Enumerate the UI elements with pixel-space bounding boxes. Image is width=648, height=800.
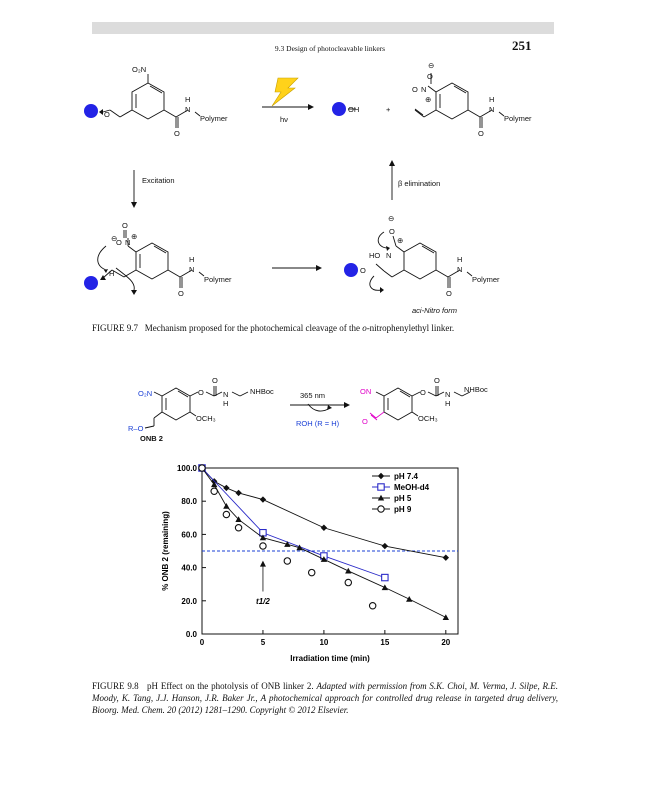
legend-label-ph-9: pH 9: [394, 505, 412, 514]
data-point-ph-5: [443, 614, 449, 620]
y-axis-label: % ONB 2 (remaining): [161, 511, 170, 591]
y-tick-label: 60.0: [181, 530, 197, 540]
data-point-ph-5: [345, 568, 351, 574]
label-o-n: O: [412, 85, 418, 94]
onb-och3: OCH₃: [196, 414, 216, 423]
caption-label: FIGURE 9.7: [92, 323, 139, 333]
onb-h: H: [223, 399, 229, 408]
x-tick-label: 0: [199, 638, 205, 647]
label-ho: HO: [369, 251, 381, 260]
label-polymer-1: Polymer: [200, 114, 228, 123]
x-axis-label: Irradiation time (min): [290, 654, 370, 663]
label-beta-elimination: β elimination: [398, 179, 441, 188]
label-plus-top: ⊕: [425, 95, 432, 104]
data-point-ph-7-4: [235, 490, 241, 496]
caption-credit: Adapted with permission from S.K. Choi, M. Verma, J. Silpe, R.E. Moody, K. Tang, J.J. Hanson, J.R. Baker Jr., A photochemical approach for controlled drug release in targeted drug delivery, Bioorg. Med. Chem. 20 (2012) 1281–1290. Copyright © 2012 Elsevier.: [92, 681, 559, 715]
data-point-ph-7-4: [260, 496, 266, 502]
data-point-ph-9: [369, 603, 375, 609]
data-point-ph-5: [382, 584, 388, 590]
label-polymer-3: Polymer: [204, 275, 232, 284]
legend-marker-ph-7-4: [378, 473, 384, 479]
label-o-4: O: [116, 238, 122, 247]
legend-label-ph-7-4: pH 7.4: [394, 472, 419, 481]
prod-h: H: [445, 399, 451, 408]
label-n-4: N: [189, 265, 195, 274]
label-o-top: O: [427, 72, 433, 81]
x-tick-label: 10: [319, 638, 329, 647]
label-plus: +: [386, 105, 391, 114]
prod-o-carbonyl: O: [434, 376, 440, 385]
onb-o-ether: O: [198, 388, 204, 397]
label-polymer-2: Polymer: [504, 114, 532, 123]
y-tick-label: 0.0: [185, 630, 197, 639]
label-o-3: O: [122, 221, 128, 230]
y-tick-label: 80.0: [181, 497, 197, 507]
legend-label-ph-5: pH 5: [394, 494, 412, 503]
prod-och3: OCH₃: [418, 414, 438, 423]
caption-text-end: -nitrophenylethyl linker.: [366, 323, 455, 333]
onb-nhboc: NHBoc: [250, 387, 274, 396]
label-h-atom: H: [109, 269, 115, 278]
onb-no2: O₂N: [138, 389, 153, 398]
label-excitation: Excitation: [142, 176, 175, 185]
data-point-ph-9: [235, 525, 241, 531]
label-oh: OH: [348, 105, 360, 114]
label-n: N: [185, 105, 191, 114]
wavelength-label: 365 nm: [300, 391, 326, 400]
label-no2: O₂N: [132, 65, 147, 74]
legend-label-meoh-d4: MeOH-d4: [394, 483, 430, 492]
data-point-ph-9: [260, 543, 266, 549]
label-o-6: O: [389, 227, 395, 236]
x-tick-label: 5: [260, 638, 266, 647]
figure-9-8-caption: [92, 680, 558, 716]
legend-marker-ph-9: [378, 506, 384, 512]
label-minus-4: ⊖: [388, 214, 395, 223]
data-point-ph-9: [223, 511, 229, 517]
data-point-ph-7-4: [223, 485, 229, 491]
data-point-ph-5: [406, 596, 412, 602]
label-minus-top: ⊖: [428, 61, 435, 70]
label-minus-3: ⊖: [111, 234, 118, 243]
half-life-annotation: t1/2: [256, 597, 270, 607]
data-point-ph-5: [223, 503, 229, 509]
data-point-ph-9: [199, 465, 205, 471]
label-o-1: O: [174, 129, 180, 138]
label-hv: hν: [280, 115, 288, 124]
label-h-2: H: [489, 95, 495, 104]
running-head: 9.3 Design of photocleavable linkers: [274, 44, 386, 53]
label-n-nitroso: N: [421, 85, 427, 94]
label-plus-3: ⊕: [131, 232, 138, 241]
data-point-ph-7-4: [443, 554, 449, 560]
onb-o-carbonyl: O: [212, 376, 218, 385]
label-n-2: N: [489, 105, 495, 114]
y-tick-label: 100.0: [176, 464, 197, 473]
data-point-meoh-d4: [382, 574, 388, 580]
label-o-8: O: [446, 289, 452, 298]
label-o-7: O: [360, 266, 366, 275]
data-point-ph-9: [211, 488, 217, 494]
conditions-label: ROH (R = H): [296, 419, 340, 428]
label-polymer-4: Polymer: [472, 275, 500, 284]
page-number: 251: [512, 38, 532, 53]
legend-marker-meoh-d4: [378, 484, 384, 490]
prod-nhboc: NHBoc: [464, 385, 488, 394]
label-n-6: N: [457, 265, 463, 274]
series-line-meoh-d4: [202, 468, 385, 578]
onb-n: N: [223, 390, 229, 399]
prod-o-aldehyde: O: [362, 417, 368, 426]
data-point-ph-7-4: [321, 525, 327, 531]
y-tick-label: 40.0: [181, 563, 197, 573]
x-tick-label: 20: [441, 638, 451, 647]
label-o-5: O: [178, 289, 184, 298]
data-point-ph-9: [309, 569, 315, 575]
prod-o-ether: O: [420, 388, 426, 397]
data-point-ph-9: [345, 579, 351, 585]
x-tick-label: 15: [380, 638, 390, 647]
chart-axes: [161, 464, 458, 663]
data-point-ph-7-4: [382, 543, 388, 549]
data-point-ph-9: [284, 558, 290, 564]
caption-text-98: pH Effect on the photolysis of ONB linker 2.: [147, 681, 314, 691]
label-h-3: H: [189, 255, 195, 264]
y-tick-label: 20.0: [181, 596, 197, 606]
label-n-3: N: [125, 238, 131, 247]
label-h: H: [185, 95, 191, 104]
caption-text: Mechanism proposed for the photochemical cleavage of the: [144, 323, 363, 333]
label-o-ether: O: [104, 110, 110, 119]
label-plus-4: ⊕: [397, 236, 404, 245]
onb-label: ONB 2: [140, 434, 163, 443]
half-life-arrowhead: [260, 561, 266, 567]
label-aci-nitro: aci-Nitro form: [412, 306, 458, 315]
prod-on: ON: [360, 387, 372, 396]
caption-italic: o: [362, 323, 367, 333]
caption-label-98: FIGURE 9.8: [92, 681, 139, 691]
label-o-2: O: [478, 129, 484, 138]
onb-ro: R–O: [128, 424, 144, 433]
chart-marks: [199, 465, 449, 620]
label-h-4: H: [457, 255, 463, 264]
label-n-5: N: [386, 251, 392, 260]
prod-n: N: [445, 390, 451, 399]
